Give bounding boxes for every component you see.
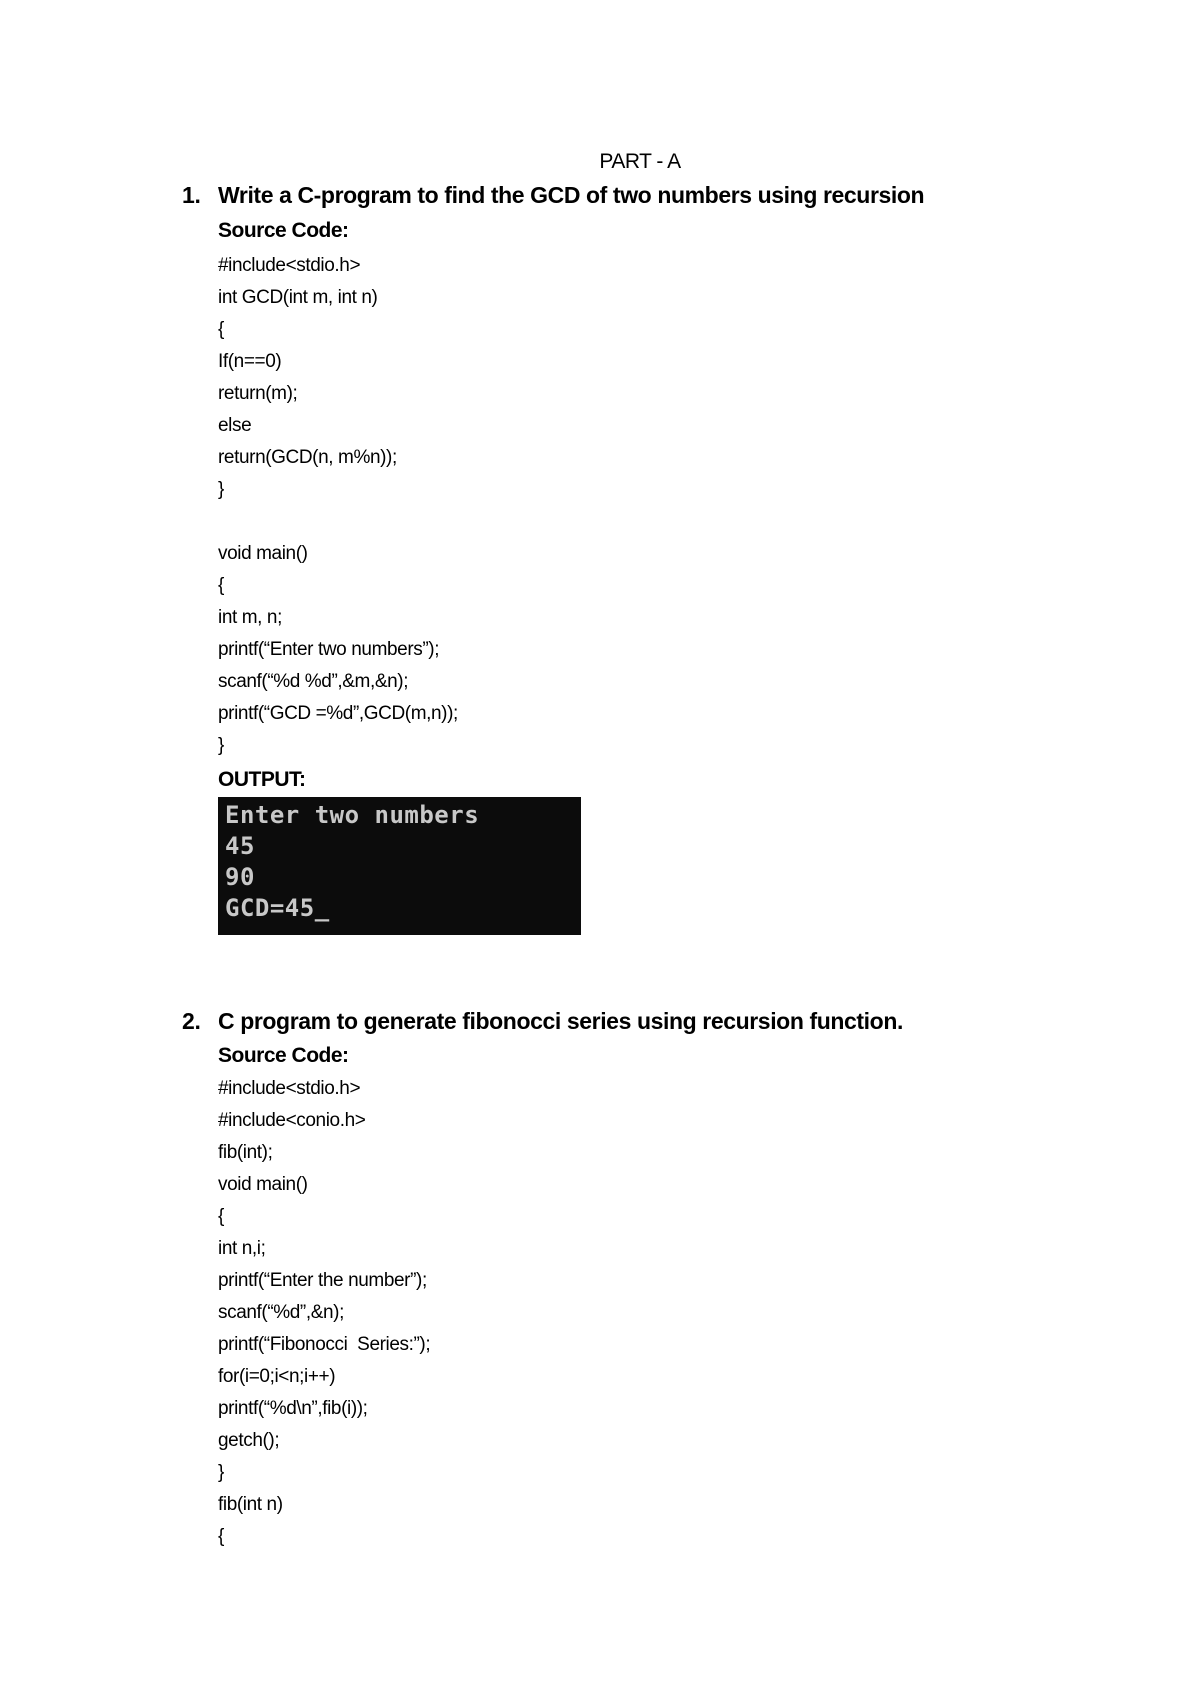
code-line: } [218,479,224,500]
terminal-line: 45 [225,832,255,860]
code-line: { [218,1206,224,1227]
code-line: #include<stdio.h> [218,255,361,276]
code-line: If(n==0) [218,351,282,372]
code-line: int m, n; [218,607,282,628]
code-line: printf(“GCD =%d”,GCD(m,n)); [218,703,458,724]
code-line: { [218,1526,224,1547]
source-code-block [218,250,458,762]
code-line: return(GCD(n, m%n)); [218,447,397,468]
terminal-line: Enter two numbers [225,801,480,829]
code-line: scanf(“%d”,&n); [218,1302,344,1323]
question-heading: C program to generate fibonocci series using recursion function. [218,1008,903,1034]
code-line: printf(“Enter two numbers”); [218,639,440,660]
code-line: fib(int n) [218,1494,283,1515]
code-line: for(i=0;i<n;i++) [218,1366,336,1387]
code-line: getch(); [218,1430,280,1451]
code-line: { [218,319,224,340]
code-line: fib(int); [218,1142,273,1163]
code-line: } [218,735,224,756]
code-line: printf(“%d\n”,fib(i)); [218,1398,368,1419]
source-code-label: Source Code: [218,219,349,242]
code-line: void main() [218,543,308,564]
code-line: scanf(“%d %d”,&m,&n); [218,671,409,692]
code-line: { [218,575,224,596]
code-line: #include<stdio.h> [218,1078,361,1099]
code-line [218,506,458,538]
code-line: printf(“Enter the number”); [218,1270,427,1291]
code-line: } [218,1462,224,1483]
terminal-line: 90 [225,863,255,891]
source-code-block [218,1073,430,1553]
question-number: 1. [182,182,201,208]
output-label: OUTPUT: [218,768,306,791]
question-number: 2. [182,1008,201,1034]
code-line: int n,i; [218,1238,266,1259]
terminal-line: GCD=45_ [225,894,330,922]
code-line: #include<conio.h> [218,1110,366,1131]
page-title: PART - A [599,150,681,173]
code-line: void main() [218,1174,308,1195]
code-line: int GCD(int m, int n) [218,287,378,308]
source-code-label: Source Code: [218,1044,349,1067]
code-line: else [218,415,252,436]
question-heading: Write a C-program to find the GCD of two numbers using recursion [218,182,925,208]
code-line: return(m); [218,383,298,404]
terminal-output-screenshot [218,797,581,935]
code-line: printf(“Fibonocci Series:”); [218,1334,431,1355]
